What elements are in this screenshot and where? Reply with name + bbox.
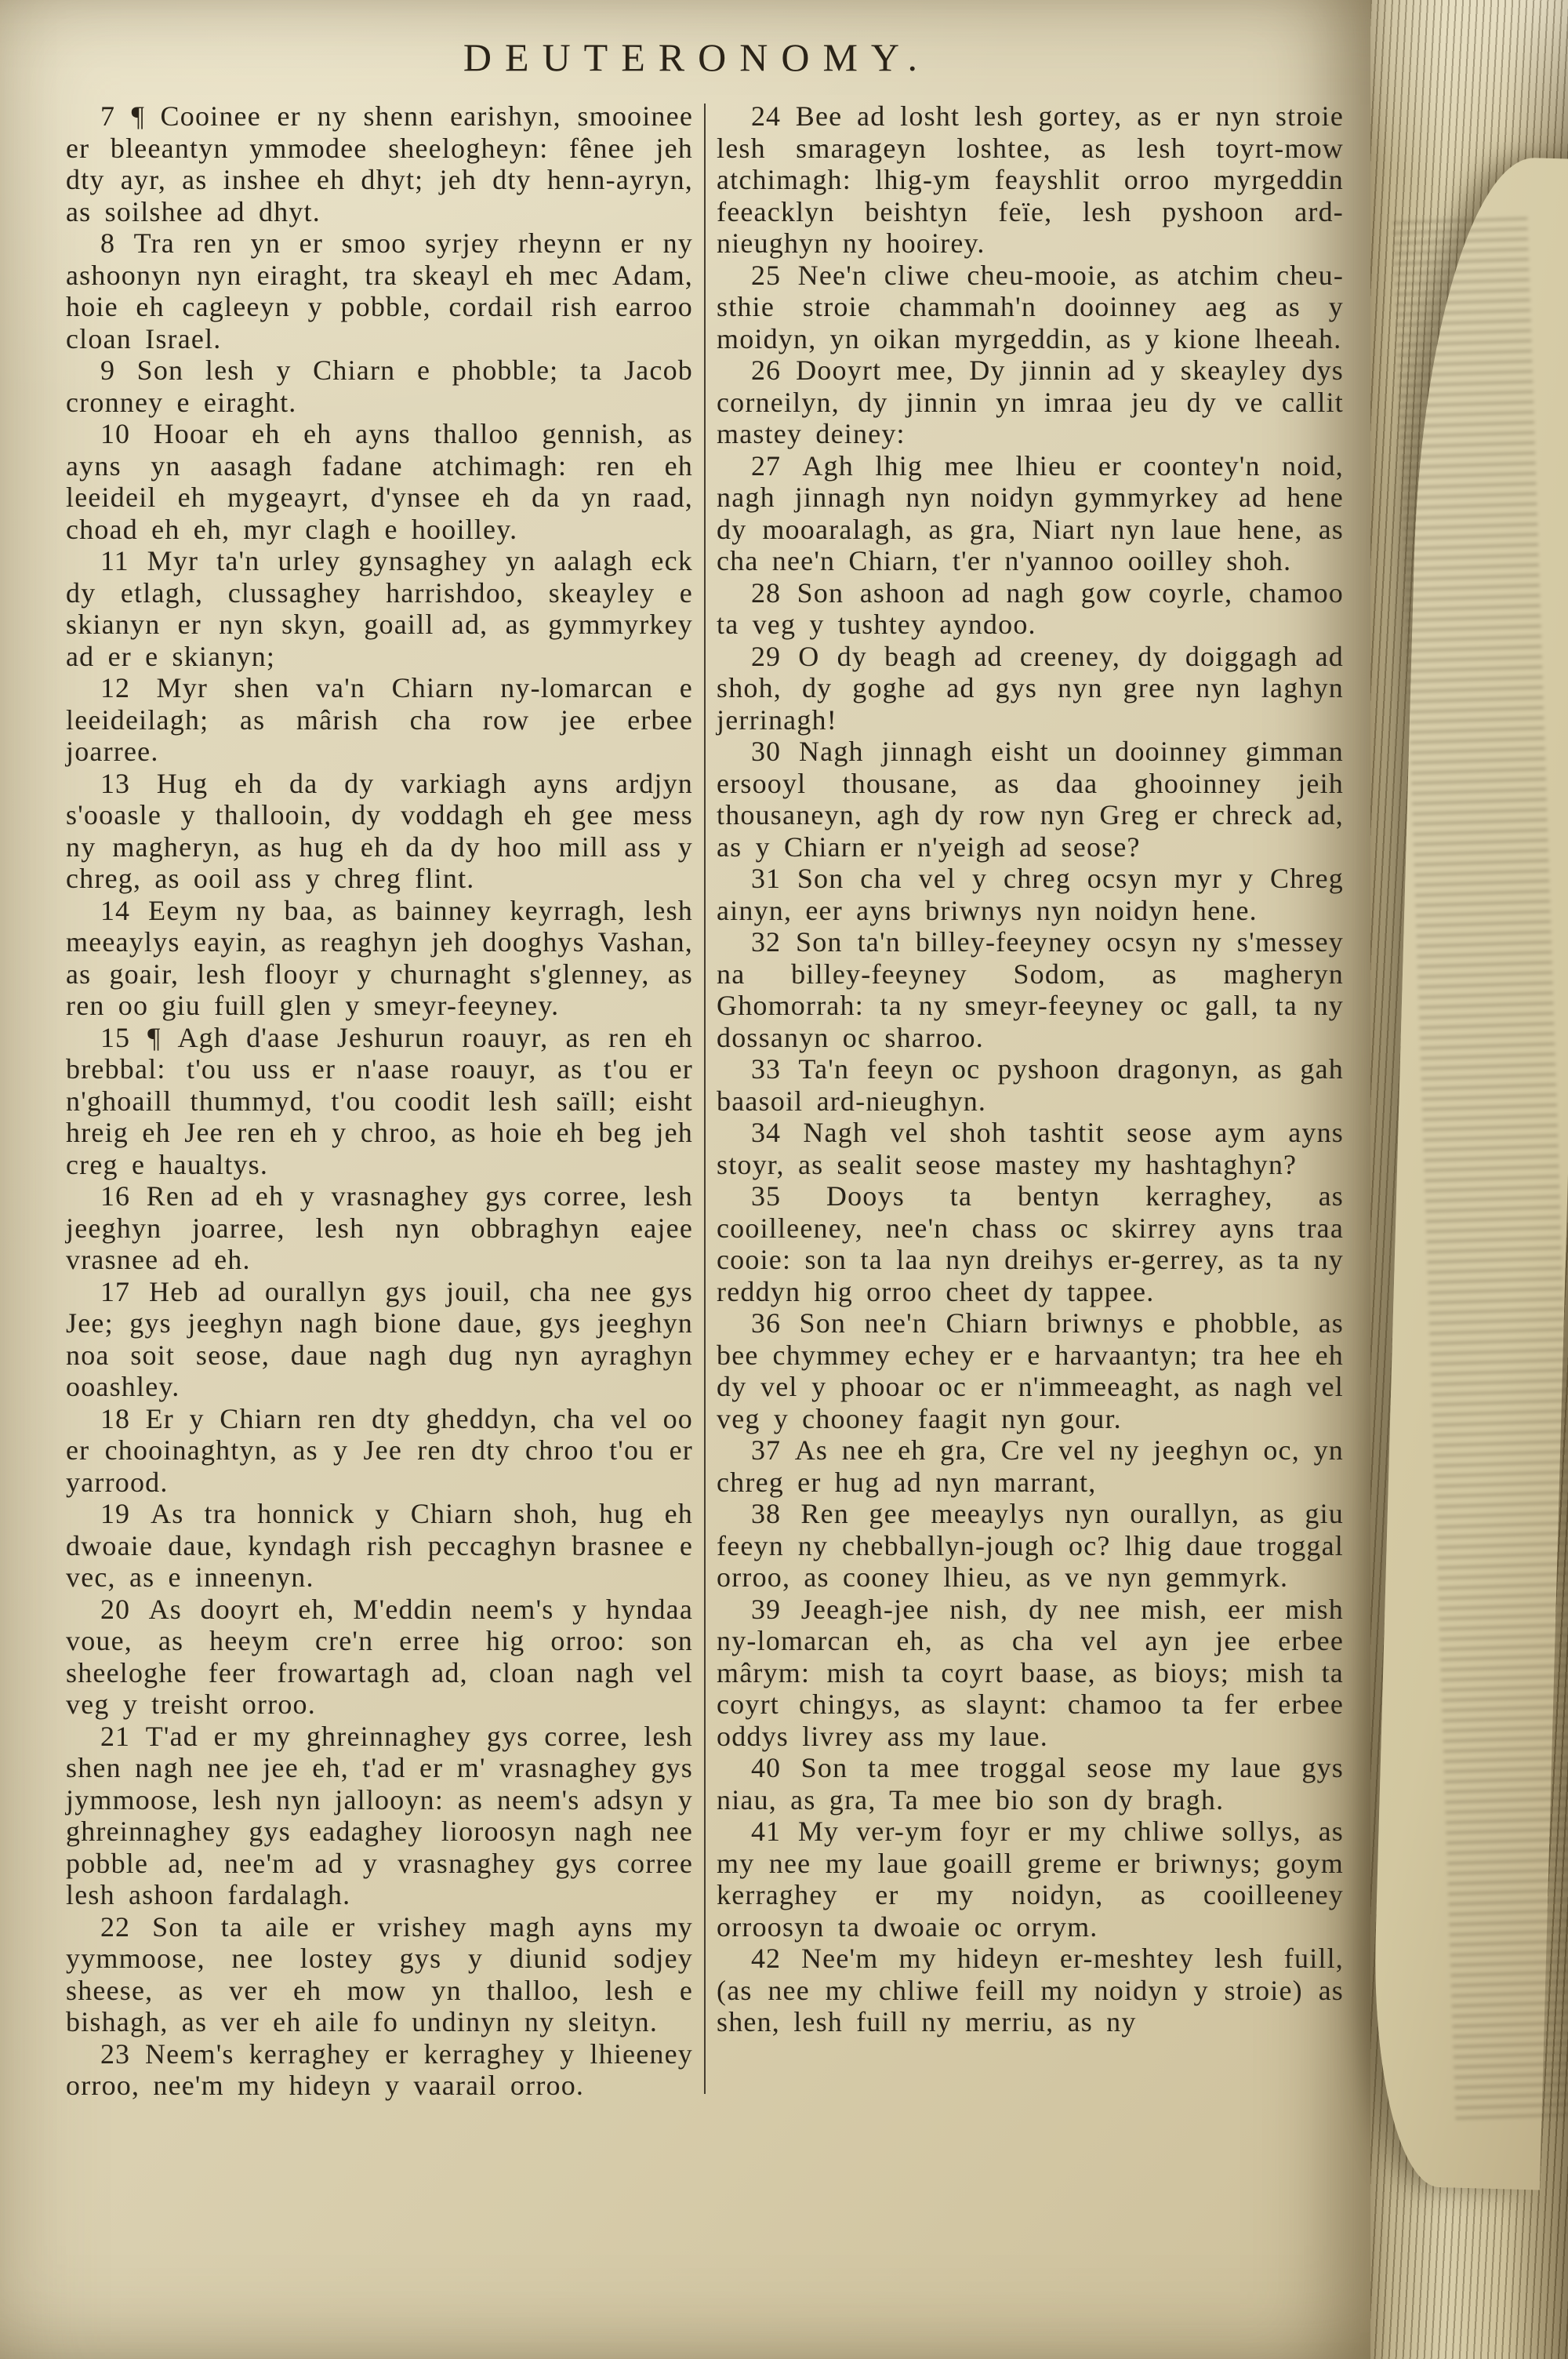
book-page-edges	[1370, 0, 1568, 2359]
verse-24: 24 Bee ad losht lesh gortey, as er nyn stroie lesh smarageyn loshtee, as lesh toyrt-mow atchimagh: lhig-ym feayshlit orroo myrgeddin feeacklyn beishtyn feïe, lesh pyshoon ard-nieughyn ny hooirey.	[717, 100, 1345, 259]
pilcrow-mark: ¶	[147, 1021, 161, 1053]
verse-number: 34	[751, 1117, 781, 1148]
verse-13: 13 Hug eh da dy varkiagh ayns ardjyn s'ooasle y thallooin, dy voddagh eh gee mess ny magheryn, as hug eh da dy hoo mill ass y chreg, as ooil ass y chreg flint.	[66, 767, 693, 894]
verse-number: 39	[751, 1593, 781, 1625]
verse-29: 29 O dy beagh ad creeney, dy doiggagh ad shoh, dy goghe ad gys nyn gree nyn laghyn jerrinagh!	[717, 640, 1345, 736]
verse-number: 29	[751, 640, 781, 672]
verse-number: 28	[751, 576, 781, 609]
verse-14: 14 Eeym ny baa, as bainney keyrragh, lesh meeaylys eayin, as reaghyn jeh dooghys Vashan, as goair, lesh flooyr y churnaght s'glenney, as ren oo giu fuill glen y smeyr-feeyney.	[66, 894, 694, 1021]
verse-number: 41	[751, 1816, 781, 1847]
verse-34: 34 Nagh vel shoh tashtit seose aym ayns stoyr, as sealit seose mastey my hashtaghyn?	[717, 1117, 1345, 1180]
verse-number: 10	[100, 418, 130, 449]
verse-39: 39 Jeeagh-jee nish, dy nee mish, eer mish ny-lomarcan eh, as cha vel ayn jee erbee mârym: mish ta coyrt baase, as bioys; mish ta coyrt chingys, as slaynt: chamoo ta fer erbee oddys livrey ass my laue.	[717, 1593, 1345, 1752]
verse-number: 21	[100, 1720, 130, 1752]
verse-17: 17 Heb ad ourallyn gys jouil, cha nee gys Jee; gys jeeghyn nagh bione daue, gys jeeghyn noa soit seose, daue nagh dug nyn ayraghyn ooashley.	[66, 1275, 694, 1402]
verse-number: 33	[751, 1053, 781, 1085]
verse-33: 33 Ta'n feeyn oc pyshoon dragonyn, as gah baasoil ard-nieughyn.	[717, 1053, 1344, 1117]
verse-11: 11 Myr ta'n urley gynsaghey yn aalagh eck dy etlagh, clussaghey harrishdoo, skeayley e skianyn er nyn skyn, goaill ad, as gymmyrkey ad er e skianyn;	[66, 545, 693, 672]
verse-number: 23	[100, 2037, 130, 2070]
verse-number: 15	[100, 1021, 130, 1053]
verse-number: 35	[751, 1180, 781, 1212]
verse-25: 25 Nee'n cliwe cheu-mooie, as atchim cheu-sthie stroie chammah'n dooinney aeg as y moidyn, yn oikan myrgeddin, as y kione lheeah.	[717, 259, 1345, 354]
verse-number: 14	[100, 894, 130, 926]
verse-38: 38 Ren gee meeaylys nyn ourallyn, as giu feeyn ny chebballyn-jough oc? lhig daue troggal orroo, as cooney lhieu, as ve nyn gemmyrk.	[717, 1498, 1344, 1593]
verse-number: 30	[751, 736, 781, 767]
verse-26: 26 Dooyrt mee, Dy jinnin ad y skeayley dys corneilyn, dy jinnin yn imraa jeu dy ve callit mastey deiney:	[717, 354, 1345, 449]
verse-42: 42 Nee'm my hideyn er-meshtey lesh fuill, (as nee my chliwe feill my noidyn y stroie) as shen, lesh fuill ny merriu, as ny	[717, 1943, 1344, 2037]
column-left	[66, 100, 693, 2102]
running-head: DEUTERONOMY.	[463, 35, 931, 79]
verse-number: 24	[751, 100, 781, 132]
verse-12: 12 Myr shen va'n Chiarn ny-lomarcan e leeideilagh; as mârish cha row jee erbee joarree.	[66, 672, 693, 767]
verse-41: 41 My ver-ym foyr er my chliwe sollys, as my nee my laue goaill greme er briwnys; goym kerraghey er my noidyn, as cooilleeney orroosyn ta dwoaie oc orrym.	[717, 1816, 1345, 1943]
verse-number: 27	[751, 449, 781, 482]
verse-number: 42	[751, 1943, 781, 1974]
verse-20: 20 As dooyrt eh, M'eddin neem's y hyndaa voue, as heeym cre'n erree hig orroo: son sheeloghe feer frowartagh ad, cloan nagh vel veg y treisht orroo.	[66, 1593, 693, 1720]
verse-number: 20	[100, 1593, 130, 1625]
verse-22: 22 Son ta aile er vrishey magh ayns my yymmoose, nee lostey gys y diunid sodjey sheese, as ver eh mow yn thalloo, lesh e bishagh, as ver eh aile fo undinyn ny sleityn.	[66, 1910, 693, 2037]
verse-number: 25	[751, 259, 781, 291]
column-divider-rule	[704, 104, 706, 2094]
verse-number: 38	[751, 1498, 781, 1529]
verse-16: 16 Ren ad eh y vrasnaghey gys corree, lesh jeeghyn joarree, lesh nyn obbraghyn eajee vrasnee ad eh.	[66, 1180, 694, 1275]
verse-37: 37 As nee eh gra, Cre vel ny jeeghyn oc, yn chreg er hug ad nyn marrant,	[717, 1434, 1344, 1498]
verse-number: 40	[751, 1752, 781, 1783]
verse-15: 15 ¶ Agh d'aase Jeshurun roauyr, as ren eh brebbal: t'ou uss er n'aase roauyr, as t'ou er n'ghoaill thummyd, t'ou coodit lesh saïll; eisht hreig eh Jee ren eh y chroo, as hoie eh beg jeh creg e haualtys.	[66, 1021, 693, 1180]
verse-number: 8	[100, 227, 115, 259]
verse-36: 36 Son nee'n Chiarn briwnys e phobble, as bee chymmey echey er e harvaantyn; tra hee eh dy vel y phooar oc er n'immeeaght, as nagh vel veg y chooney faagit nyn gour.	[717, 1307, 1344, 1434]
verse-31: 31 Son cha vel y chreg ocsyn myr y Chreg ainyn, eer ayns briwnys nyn noidyn hene.	[717, 863, 1345, 926]
verse-7: 7 ¶ Cooinee er ny shenn earishyn, smooinee er bleeantyn ymmodee sheelogheyn: fênee jeh dty ayr, as inshee eh dhyt; jeh dty henn-ayryn, as soilshee ad dhyt.	[66, 100, 693, 227]
verse-number: 36	[751, 1307, 781, 1339]
verse-35: 35 Dooys ta bentyn kerraghey, as cooilleeney, nee'n chass oc skirrey ayns traa cooie: son ta laa nyn dreihys er-gerrey, as ta ny reddyn hig orroo cheet dy tappee.	[717, 1180, 1344, 1307]
verse-32: 32 Son ta'n billey-feeyney ocsyn ny s'messey na billey-feeyney Sodom, as magheryn Ghomorrah: ta ny smeyr-feeyney oc gall, ta ny dossanyn oc sharroo.	[717, 926, 1344, 1053]
verse-27: 27 Agh lhig mee lhieu er coontey'n noid, nagh jinnagh nyn noidyn gymmyrkey ad hene dy mooaralagh, as gra, Niart nyn laue hene, as cha nee'n Chiarn, t'er n'yannoo ooilley shoh.	[717, 449, 1345, 576]
verse-23: 23 Neem's kerraghey er kerraghey y lhieeney orroo, nee'm my hideyn y vaarail orroo.	[66, 2037, 693, 2101]
verse-number: 12	[100, 672, 130, 703]
verse-number: 9	[100, 354, 115, 386]
verse-number: 11	[100, 545, 129, 576]
verse-number: 13	[100, 767, 130, 799]
verse-number: 26	[751, 354, 781, 386]
verse-number: 32	[751, 926, 781, 958]
verse-30: 30 Nagh jinnagh eisht un dooinney gimman ersooyl thousane, as daa ghooinney jeih thousaneyn, agh dy row nyn Greg er chreck ad, as y Chiarn er n'yeigh ad seose?	[717, 736, 1344, 863]
text-columns	[66, 100, 1344, 2102]
verse-number: 22	[100, 1910, 130, 1943]
verse-10: 10 Hooar eh eh ayns thalloo gennish, as ayns yn aasagh fadane atchimagh: ren eh leeideil eh mygeayrt, d'ynsee eh da yn raad, choad eh eh, myr clagh e hooilley.	[66, 418, 693, 545]
verse-number: 16	[100, 1180, 130, 1212]
pilcrow-mark: ¶	[131, 100, 144, 132]
verse-40: 40 Son ta mee troggal seose my laue gys niau, as gra, Ta mee bio son dy bragh.	[717, 1752, 1344, 1816]
verse-number: 37	[751, 1434, 781, 1466]
verse-9: 9 Son lesh y Chiarn e phobble; ta Jacob cronney e eiraght.	[66, 354, 693, 418]
verse-number: 19	[100, 1498, 130, 1529]
verse-number: 17	[100, 1275, 130, 1307]
verse-19: 19 As tra honnick y Chiarn shoh, hug eh dwoaie daue, kyndagh rish peccaghyn brasnee e vec, as e inneenyn.	[66, 1498, 693, 1593]
verse-8: 8 Tra ren yn er smoo syrjey rheynn er ny ashoonyn nyn eiraght, tra skeayl eh mec Adam, hoie eh cagleeyn y pobble, cordail rish earroo cloan Israel.	[66, 227, 693, 354]
verse-number: 7	[100, 100, 115, 132]
verse-number: 31	[751, 863, 781, 894]
verse-18: 18 Er y Chiarn ren dty gheddyn, cha vel oo er chooinaghtyn, as y Jee ren dty chroo t'ou er yarrood.	[66, 1402, 693, 1498]
blurred-text-texture	[1392, 210, 1568, 2119]
verse-28: 28 Son ashoon ad nagh gow coyrle, chamoo ta veg y tushtey ayndoo.	[717, 576, 1344, 640]
verse-21: 21 T'ad er my ghreinnaghey gys corree, lesh shen nagh nee jee eh, t'ad er m' vrasnaghey gys jymmoose, lesh nyn jallooyn: as neem's adsyn y ghreinnaghey gys eadaghey lioroosyn nagh nee pobble ad, nee'm ad y vrasnaghey gys corree lesh ashoon fardalagh.	[66, 1720, 694, 1910]
column-right	[717, 100, 1344, 2102]
verse-number: 18	[100, 1402, 130, 1434]
